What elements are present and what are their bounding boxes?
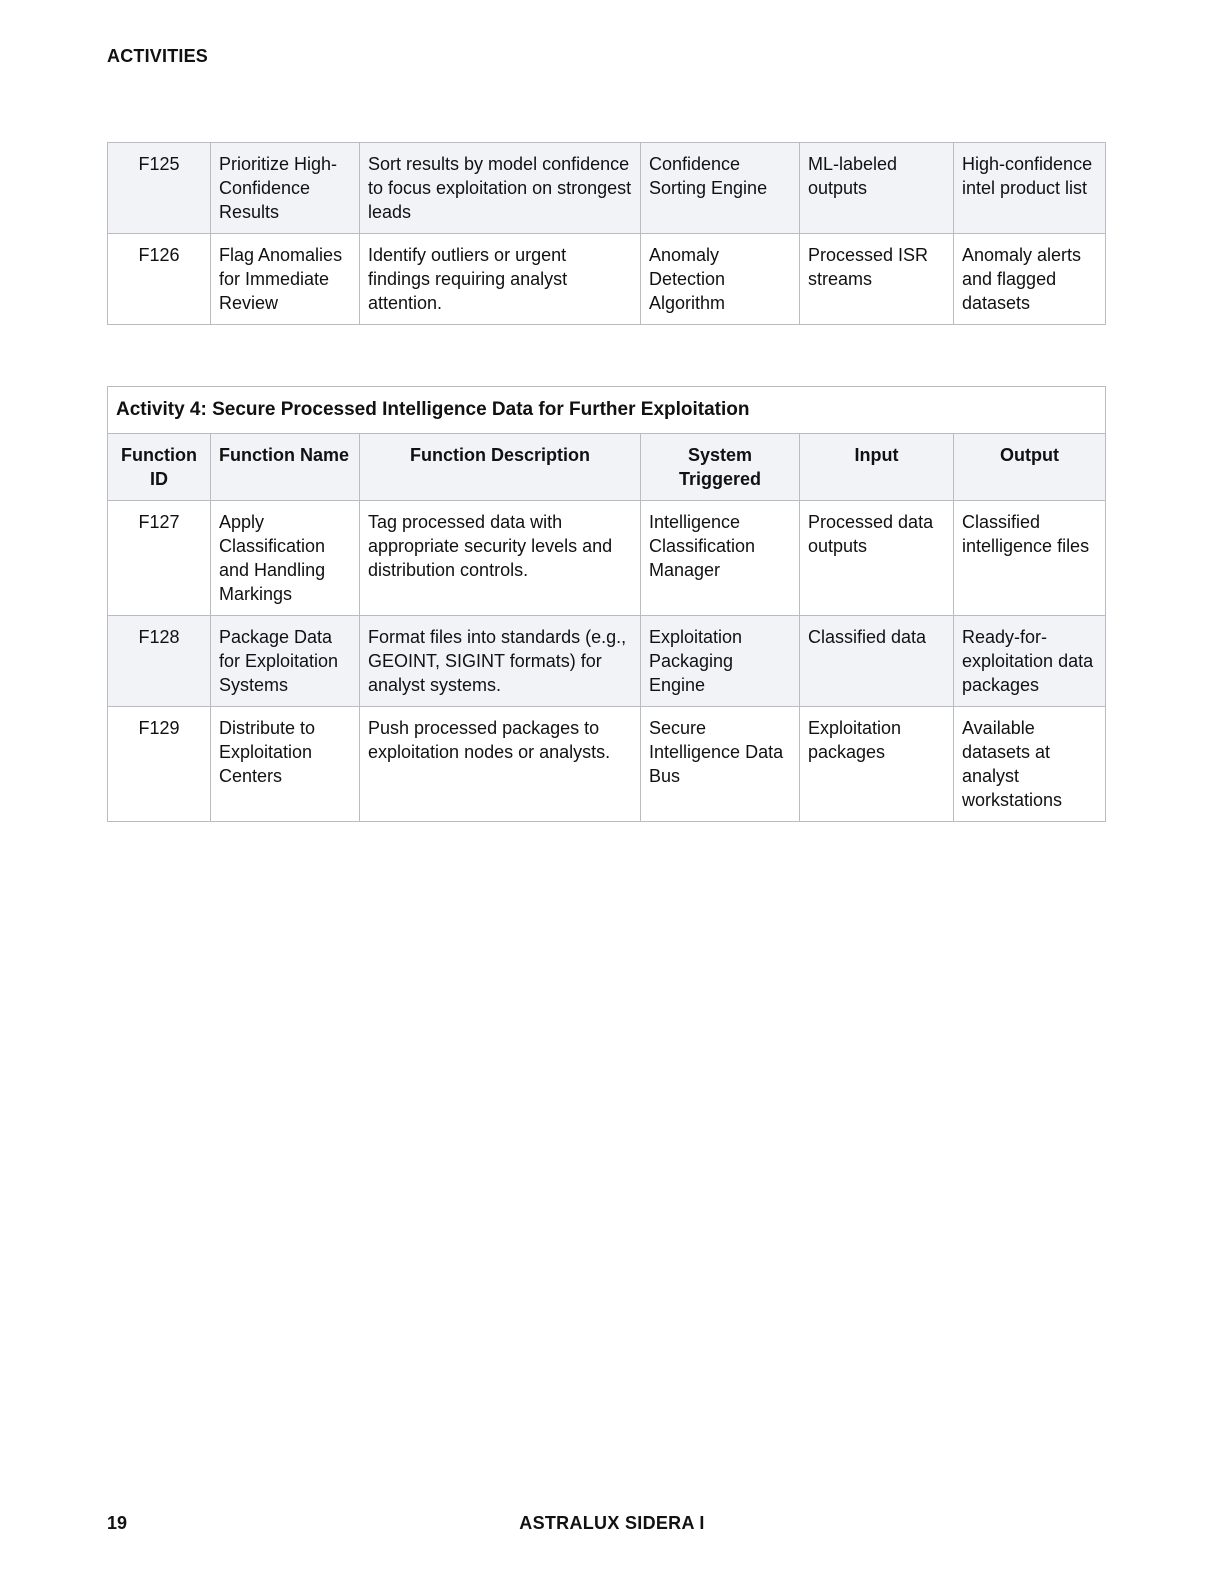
column-header-row: [108, 434, 1106, 501]
function-id-cell: F125: [108, 143, 211, 234]
output-cell: Available datasets at analyst workstations: [954, 707, 1106, 822]
table-row: [108, 707, 1106, 822]
table-row: [108, 616, 1106, 707]
page-number: 19: [107, 1513, 128, 1533]
input-cell: Processed data outputs: [800, 501, 954, 616]
function-id-cell: F129: [108, 707, 211, 822]
function-name-cell: Package Data for Exploitation Systems: [211, 616, 360, 707]
input-cell: Exploitation packages: [800, 707, 954, 822]
document-title: ASTRALUX SIDERA I: [519, 1513, 705, 1533]
continued-functions-table: [107, 142, 1106, 325]
function-description-cell: Sort results by model confidence to focus exploitation on strongest leads: [360, 143, 641, 234]
function-name-cell: Flag Anomalies for Immediate Review: [211, 234, 360, 325]
function-name-cell: Distribute to Exploitation Centers: [211, 707, 360, 822]
column-header-function-id: Function ID: [108, 434, 211, 501]
system-triggered-cell: Secure Intelligence Data Bus: [641, 707, 800, 822]
system-triggered-cell: Confidence Sorting Engine: [641, 143, 800, 234]
table-row: [108, 501, 1106, 616]
input-cell: Classified data: [800, 616, 954, 707]
function-id-cell: F126: [108, 234, 211, 325]
output-cell: Anomaly alerts and flagged datasets: [954, 234, 1106, 325]
function-description-cell: Format files into standards (e.g., GEOINT, SIGINT formats) for analyst systems.: [360, 616, 641, 707]
section-header: ACTIVITIES: [107, 46, 209, 66]
system-triggered-cell: Exploitation Packaging Engine: [641, 616, 800, 707]
function-description-cell: Identify outliers or urgent findings requiring analyst attention.: [360, 234, 641, 325]
function-name-cell: Apply Classification and Handling Markings: [211, 501, 360, 616]
table-row: [108, 234, 1106, 325]
table-row: [108, 143, 1106, 234]
function-name-cell: Prioritize High-Confidence Results: [211, 143, 360, 234]
output-cell: High-confidence intel product list: [954, 143, 1106, 234]
activity-4-table: [107, 386, 1106, 822]
column-header-input: Input: [800, 434, 954, 501]
column-header-system-triggered: System Triggered: [641, 434, 800, 501]
column-header-output: Output: [954, 434, 1106, 501]
function-id-cell: F127: [108, 501, 211, 616]
input-cell: Processed ISR streams: [800, 234, 954, 325]
activity-title: Activity 4: Secure Processed Intelligence Data for Further Exploitation: [108, 387, 1106, 434]
output-cell: Classified intelligence files: [954, 501, 1106, 616]
column-header-function-name: Function Name: [211, 434, 360, 501]
system-triggered-cell: Intelligence Classification Manager: [641, 501, 800, 616]
system-triggered-cell: Anomaly Detection Algorithm: [641, 234, 800, 325]
function-id-cell: F128: [108, 616, 211, 707]
table-title-row: [108, 387, 1106, 434]
column-header-function-description: Function Description: [360, 434, 641, 501]
input-cell: ML-labeled outputs: [800, 143, 954, 234]
function-description-cell: Tag processed data with appropriate security levels and distribution controls.: [360, 501, 641, 616]
output-cell: Ready-for-exploitation data packages: [954, 616, 1106, 707]
function-description-cell: Push processed packages to exploitation nodes or analysts.: [360, 707, 641, 822]
